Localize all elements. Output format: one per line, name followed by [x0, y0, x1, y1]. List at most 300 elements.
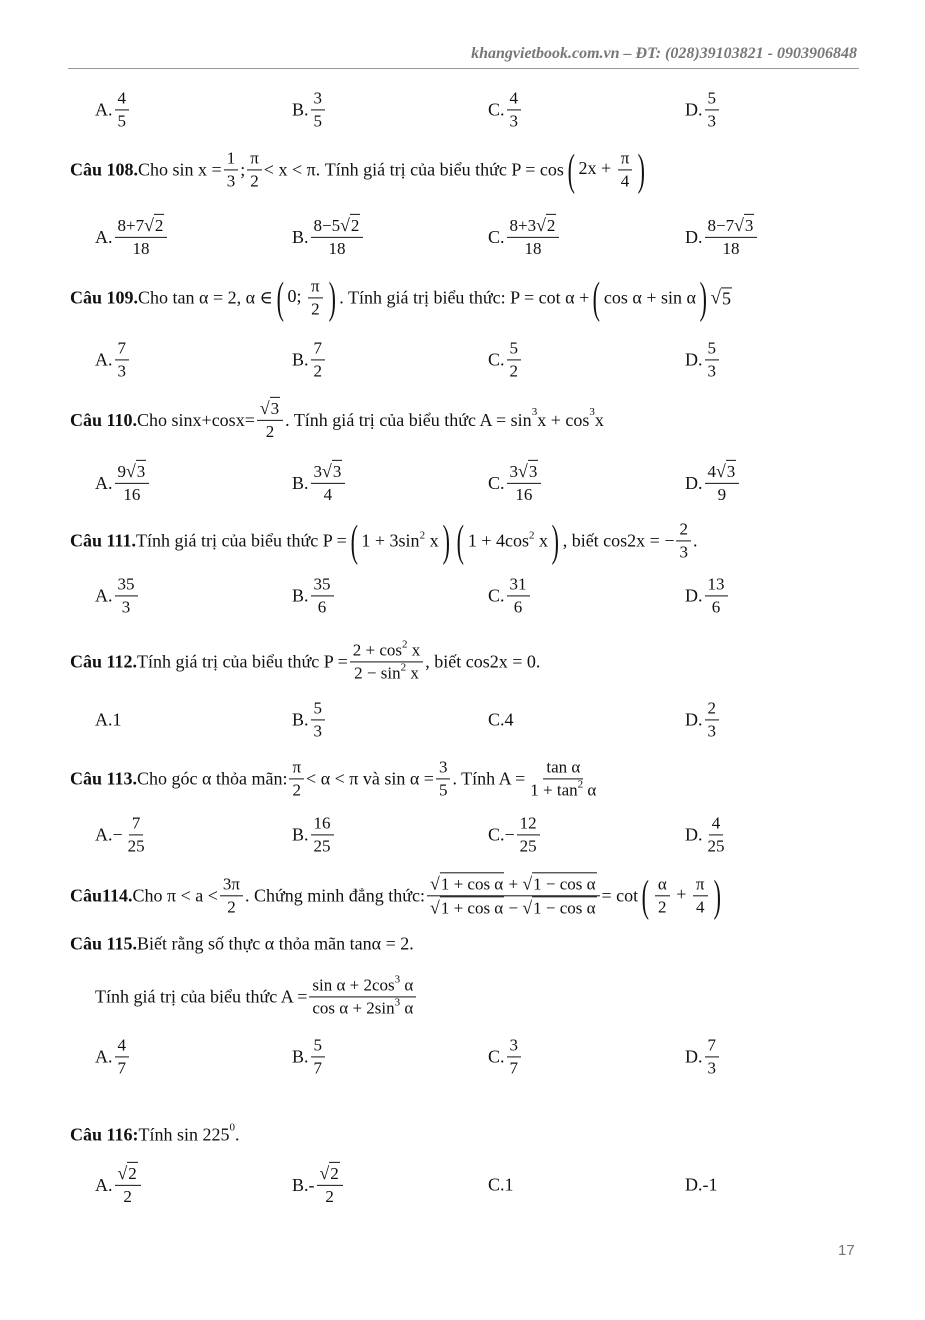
fraction: [705, 1034, 720, 1079]
radicand: 2: [329, 1162, 340, 1185]
option-label: B.: [292, 1046, 309, 1067]
math-text: 16: [313, 813, 331, 833]
radical-sign: √: [536, 214, 546, 235]
square-root: [322, 460, 342, 483]
math-text: tan α: [546, 757, 581, 777]
fraction: [311, 697, 326, 742]
math-text: . Chứng minh đẳng thức:: [245, 885, 426, 906]
math-text: x: [407, 640, 421, 660]
math-text: 4: [707, 461, 716, 481]
superscript: 2: [577, 778, 584, 791]
denominator: [129, 238, 152, 260]
question-text: [95, 974, 418, 1019]
numerator: [115, 573, 138, 596]
denominator: [311, 721, 326, 743]
numerator: [317, 1162, 343, 1186]
math-text: 4: [504, 709, 514, 730]
math-text: 7: [313, 338, 323, 358]
answer-option-c[interactable]: [488, 87, 523, 132]
left-paren: (: [567, 145, 575, 194]
question-number: Câu 115.: [70, 933, 138, 954]
math-text: 3: [509, 111, 519, 131]
math-text: 2 − sin: [354, 663, 401, 683]
radicand: 3: [744, 214, 755, 237]
answer-option-c[interactable]: [488, 812, 542, 857]
answer-option-d[interactable]: [685, 1175, 718, 1196]
square-root: [522, 897, 596, 920]
left-paren: (: [276, 273, 284, 322]
square-root: [430, 897, 504, 920]
denominator: [709, 597, 724, 619]
math-text: 2: [658, 897, 667, 917]
math-text: cos α + 2sin: [312, 998, 395, 1018]
denominator: [120, 1186, 135, 1208]
parenthesized: [453, 516, 562, 565]
math-text: 18: [524, 239, 542, 259]
fraction: [705, 337, 720, 382]
fraction: [311, 87, 326, 132]
superscript: 3: [394, 973, 401, 986]
denominator: [224, 897, 239, 919]
superscript: 0: [229, 1121, 236, 1133]
fraction: [427, 872, 600, 919]
denominator: [247, 171, 262, 193]
question-text: [70, 934, 414, 955]
math-text: 7: [707, 1035, 716, 1055]
denominator: [311, 836, 334, 858]
denominator: [527, 780, 599, 802]
math-text: Cho sinx+cosx=: [137, 409, 255, 430]
square-root: [711, 287, 732, 309]
denominator: [315, 597, 330, 619]
math-text: 3: [226, 171, 236, 191]
answer-option-d[interactable]: [685, 87, 721, 132]
math-group: [314, 216, 361, 235]
answer-option-d[interactable]: [685, 214, 759, 260]
right-paren: ): [442, 516, 450, 565]
math-text: 4: [695, 897, 705, 917]
denominator: [618, 171, 633, 193]
denominator: [676, 542, 691, 564]
superscript: 3: [589, 406, 595, 418]
square-root: [320, 1162, 340, 1185]
answer-option-b[interactable]: [292, 87, 327, 132]
math-text: +: [671, 884, 691, 905]
answer-option-d[interactable]: [685, 573, 730, 618]
radicand: 3: [726, 460, 737, 483]
math-text: α: [400, 975, 414, 995]
answer-option-d[interactable]: [685, 697, 721, 742]
radical-sign: √: [430, 873, 440, 894]
denominator: [115, 111, 130, 133]
answer-option-d[interactable]: [685, 812, 730, 857]
fraction: [705, 87, 720, 132]
math-group: [118, 462, 147, 481]
math-text: sin α + 2cos: [312, 975, 395, 995]
math-text: 3: [121, 597, 131, 617]
radical-sign: √: [522, 873, 533, 894]
option-label: D.: [685, 472, 703, 493]
math-text: .: [692, 530, 698, 551]
fraction: [311, 460, 346, 506]
math-text: α: [583, 780, 597, 800]
fraction: [125, 812, 148, 857]
parenthesized: [564, 147, 649, 192]
denominator: [715, 484, 730, 506]
numerator: [693, 873, 708, 896]
radicand: 3: [332, 460, 343, 483]
math-group: [320, 1164, 340, 1183]
math-text: cos α + sin α: [603, 287, 696, 308]
option-label: B.: [292, 226, 309, 247]
answer-option-c[interactable]: [488, 214, 561, 260]
radicand: 2: [350, 214, 361, 237]
numerator: [311, 697, 326, 720]
numerator: [115, 460, 150, 484]
math-text: 35: [117, 574, 135, 594]
math-text: 2: [227, 897, 236, 917]
numerator: [705, 214, 758, 238]
math-text: 4: [711, 813, 721, 833]
numerator: [436, 756, 451, 779]
math-text: 6: [513, 597, 523, 617]
answer-option-c[interactable]: [488, 573, 532, 618]
math-text: 1 + 3sin: [361, 530, 420, 551]
math-text: 3: [313, 88, 323, 108]
denominator: [705, 361, 720, 383]
numerator: [655, 873, 670, 896]
fraction: [311, 337, 326, 382]
math-text: 5: [509, 338, 519, 358]
math-text: x: [425, 530, 439, 551]
numerator: [507, 573, 530, 596]
answer-option-b[interactable]: [292, 337, 327, 382]
math-text: 18: [132, 239, 150, 259]
fraction: [115, 87, 130, 132]
denominator: [705, 836, 728, 858]
math-text: 2: [265, 422, 275, 442]
fraction: [527, 756, 599, 801]
math-text: π: [620, 148, 630, 168]
math-text: 13: [707, 574, 725, 594]
answer-option-a[interactable]: [95, 87, 131, 132]
math-text: Tính giá trị của biểu thức P =: [136, 530, 347, 551]
numerator: [507, 337, 522, 360]
math-text: 31: [509, 574, 527, 594]
numerator: [543, 756, 583, 779]
paren-content: [468, 531, 548, 552]
math-text: , biết cos2x = 0.: [425, 651, 541, 672]
answer-option-a[interactable]: [95, 573, 140, 618]
math-text: 2: [679, 519, 688, 539]
answer-option-b[interactable]: [292, 812, 336, 857]
option-label: D.: [685, 824, 703, 845]
option-label: B.: [292, 709, 309, 730]
numerator: [618, 147, 633, 170]
math-text: 2: [292, 780, 301, 800]
radical-sign: √: [710, 287, 721, 308]
option-label: A.: [95, 709, 113, 730]
superscript: 2: [401, 638, 408, 651]
answer-option-a[interactable]: [95, 337, 131, 382]
math-text: 3: [117, 361, 126, 381]
parenthesized: [638, 873, 724, 918]
math-text: 2: [325, 1187, 334, 1207]
fraction: [247, 147, 262, 192]
answer-option-c[interactable]: [488, 1175, 514, 1196]
denominator: [705, 111, 720, 133]
numerator: [311, 1034, 326, 1057]
fraction: [507, 337, 522, 382]
parenthesized: [589, 273, 710, 322]
question-text: [70, 397, 604, 443]
math-text: .: [235, 1124, 240, 1145]
option-label: C.: [488, 585, 505, 606]
math-text: 35: [313, 574, 331, 594]
math-text: 1: [226, 148, 236, 168]
left-paren: (: [350, 516, 358, 565]
math-text: 25: [519, 836, 537, 856]
math-text: +: [504, 874, 523, 894]
math-text: 4: [117, 88, 126, 108]
answer-option-a[interactable]: [95, 710, 122, 731]
denominator: [705, 721, 720, 743]
radical-sign: √: [518, 460, 528, 481]
superscript: 2: [529, 529, 535, 542]
math-text: < x < π. Tính giá trị của biểu thức P = cos: [263, 159, 564, 180]
math-text: 8−5: [313, 215, 341, 235]
answer-option-d[interactable]: [685, 460, 741, 506]
fraction: [115, 214, 168, 260]
fraction: [507, 1034, 522, 1079]
math-text: α: [657, 874, 667, 894]
fraction: [655, 873, 670, 918]
answer-option-b[interactable]: [292, 214, 365, 260]
question-number: Câu 113.: [70, 768, 138, 789]
radical-sign: √: [144, 214, 154, 235]
numerator: [311, 460, 346, 484]
math-text: α: [400, 998, 414, 1018]
math-group: [430, 899, 597, 918]
math-text: . Tính giá trị của biểu thức A = sin: [285, 409, 532, 430]
fraction: [436, 756, 451, 801]
math-text: = cot: [601, 885, 639, 906]
math-text: Biết rằng số thực α thỏa mãn tanα = 2.: [137, 933, 414, 954]
numerator: [507, 87, 522, 110]
fraction: [220, 873, 243, 918]
option-label: C.: [488, 1046, 505, 1067]
radicand: 1 − cos α: [532, 872, 596, 895]
denominator: [507, 361, 522, 383]
option-label: B.: [292, 349, 309, 370]
fraction: [705, 697, 720, 742]
option-label: B.: [292, 824, 309, 845]
answer-option-a[interactable]: [95, 812, 150, 857]
math-group: [510, 216, 557, 235]
radical-sign: √: [522, 897, 533, 918]
math-group: [353, 640, 421, 659]
math-text: 7: [117, 338, 126, 358]
option-label: A.: [95, 99, 113, 120]
answer-option-d[interactable]: [685, 337, 721, 382]
denominator: [655, 897, 670, 919]
denominator: [325, 238, 348, 260]
option-label: D.: [685, 349, 703, 370]
denominator: [321, 484, 336, 506]
math-text: 18: [722, 239, 740, 259]
option-label: B.: [292, 472, 309, 493]
fraction: [115, 337, 130, 382]
fraction: [311, 214, 364, 260]
math-text: Tính sin 225: [138, 1124, 230, 1145]
question-text: [70, 518, 697, 563]
math-text: π: [695, 874, 705, 894]
math-text: 5: [313, 698, 323, 718]
fraction: [693, 873, 708, 918]
right-paren: ): [713, 871, 721, 920]
answer-option-c[interactable]: [488, 337, 523, 382]
option-label: D.: [685, 1174, 703, 1195]
option-label: A.: [95, 1046, 113, 1067]
math-text: 1 + 4cos: [467, 530, 530, 551]
math-text: -1: [702, 1174, 718, 1195]
math-text: 3π: [222, 874, 241, 894]
math-text: 2: [313, 361, 323, 381]
numerator: [705, 1034, 720, 1057]
math-text: < α < π và sin α =: [306, 768, 434, 789]
numerator: [705, 697, 720, 720]
answer-option-c[interactable]: [488, 1034, 523, 1079]
option-label: C.: [488, 1174, 505, 1195]
answer-option-b[interactable]: [292, 1034, 327, 1079]
math-text: 3: [438, 757, 448, 777]
math-text: 3: [509, 1035, 519, 1055]
numerator: [427, 872, 600, 896]
numerator: [311, 337, 326, 360]
math-text: x: [406, 663, 419, 683]
answer-option-a[interactable]: [95, 214, 169, 260]
math-group: [118, 1164, 138, 1183]
fraction: [676, 518, 691, 563]
radical-sign: √: [340, 214, 350, 235]
option-label: A.: [95, 824, 113, 845]
square-root: [734, 214, 754, 237]
numerator: [115, 1034, 130, 1057]
superscript: 3: [531, 406, 538, 418]
option-label: C.: [488, 824, 505, 845]
radicand: 2: [154, 214, 165, 237]
answer-option-c[interactable]: [488, 460, 543, 506]
option-label: D.: [685, 226, 703, 247]
option-label: D.: [685, 585, 703, 606]
numerator: [309, 974, 416, 997]
radicand: 1 + cos α: [440, 872, 504, 895]
fraction: [618, 147, 633, 192]
math-text: −: [504, 898, 523, 918]
question-text: [70, 756, 601, 801]
fraction: [115, 573, 138, 618]
math-text: 5: [438, 780, 448, 800]
answer-option-a[interactable]: [95, 1162, 143, 1208]
denominator: [115, 1058, 130, 1080]
answer-option-d[interactable]: [685, 1034, 721, 1079]
fraction: [115, 1034, 130, 1079]
right-paren: ): [328, 273, 336, 322]
paren-content: [604, 288, 696, 309]
paren-content: [288, 275, 325, 320]
numerator: [289, 756, 304, 779]
math-text: 3: [313, 721, 323, 741]
math-text: 4: [509, 88, 519, 108]
numerator: [311, 573, 334, 596]
radical-sign: √: [259, 397, 270, 418]
numerator: [115, 337, 130, 360]
math-text: 2: [311, 299, 320, 319]
answer-option-b[interactable]: [292, 697, 327, 742]
answer-option-b[interactable]: [292, 1162, 345, 1208]
superscript: 2: [419, 529, 426, 542]
radicand: 2: [546, 214, 557, 237]
math-text: Cho góc α thỏa mãn:: [137, 768, 288, 789]
answer-option-b[interactable]: [292, 573, 336, 618]
option-label: C.: [488, 709, 505, 730]
denominator: [322, 1186, 337, 1208]
fraction: [705, 460, 740, 506]
answer-option-a[interactable]: [95, 460, 151, 506]
math-text: −: [112, 824, 123, 845]
question-number: Câu 112.: [70, 651, 138, 672]
square-root: [430, 872, 504, 895]
math-text: 18: [328, 239, 346, 259]
parenthesized: [273, 275, 339, 320]
denominator: [224, 171, 239, 193]
answer-option-c[interactable]: [488, 710, 514, 731]
denominator: [115, 361, 130, 383]
math-group: [314, 462, 343, 481]
math-text: 1 + tan: [530, 780, 578, 800]
math-text: 25: [313, 836, 331, 856]
right-paren: ): [551, 516, 560, 565]
denominator: [308, 299, 323, 321]
radicand: 1 − cos α: [532, 897, 596, 920]
math-text: 5: [707, 88, 716, 108]
paren-content: [579, 147, 635, 192]
answer-option-a[interactable]: [95, 1034, 131, 1079]
square-root: [536, 214, 556, 237]
denominator: [511, 597, 526, 619]
math-group: [510, 462, 539, 481]
question-text: [70, 639, 540, 684]
math-group: [430, 874, 597, 893]
denominator: [311, 111, 326, 133]
math-text: 2: [123, 1187, 132, 1207]
option-label: A.: [95, 472, 113, 493]
option-label: D.: [685, 709, 703, 730]
question-number: Câu 108.: [70, 159, 139, 180]
page-header: khangvietbook.com.vn – ĐT: (028)39103821 - 0903906848: [471, 45, 857, 62]
math-text: 8+7: [117, 215, 145, 235]
math-group: [354, 661, 419, 683]
denominator: [719, 238, 742, 260]
denominator: [517, 836, 540, 858]
page-number: 17: [838, 1242, 855, 1259]
answer-option-b[interactable]: [292, 460, 347, 506]
fraction: [507, 573, 530, 618]
denominator: [512, 484, 535, 506]
question-number: Câu 116:: [70, 1124, 139, 1145]
numerator: [224, 147, 239, 170]
math-group: [312, 996, 414, 1018]
